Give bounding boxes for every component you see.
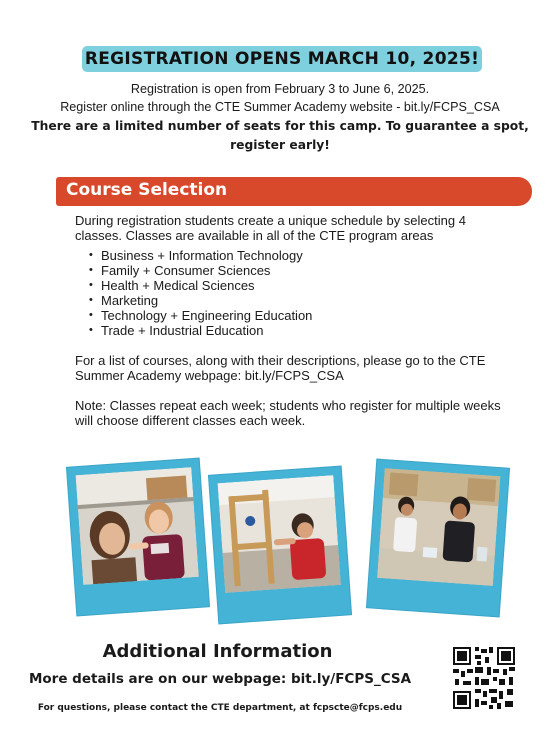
photo-cosmetology: [67, 459, 209, 616]
photo-culinary-image: [377, 468, 500, 586]
course-list-note: For a list of courses, along with their descriptions, please go to the CTE Summer Academy webpage: bit.ly/FCPS_CSA: [75, 353, 486, 383]
program-area-item: • Marketing: [89, 293, 515, 308]
photo-cosmetology-image: [76, 467, 199, 585]
registration-banner: [82, 46, 482, 72]
program-areas-list: [75, 248, 515, 338]
intro-block: [20, 80, 540, 155]
additional-info-title: Additional Information: [102, 641, 333, 662]
program-area-item: • Business + Information Technology: [89, 248, 515, 263]
registration-dates: Registration is open from February 3 to June 6, 2025.: [130, 82, 430, 96]
course-selection-description: During registration students create a unique schedule by selecting 4 classes. Classes are available in all of the CTE program areas: [75, 213, 466, 243]
program-area-item: • Health + Medical Sciences: [89, 278, 515, 293]
register-online-text: Register online through the CTE Summer Academy website - bit.ly/FCPS_CSA: [60, 100, 500, 114]
banner-title: REGISTRATION OPENS MARCH 10, 2025!: [84, 49, 480, 69]
classes-repeat-note: Note: Classes repeat each week; students who register for multiple weeks will choose different classes each week.: [75, 398, 501, 428]
program-area-item: • Family + Consumer Sciences: [89, 263, 515, 278]
contact-info: For questions, please contact the CTE department, at fcpscte@fcps.edu: [37, 703, 403, 713]
photo-engineering-image: [218, 475, 341, 593]
course-selection-body: [75, 213, 515, 428]
webpage-details: More details are on our webpage: bit.ly/FCPS_CSA: [28, 671, 412, 687]
program-area-item: • Technology + Engineering Education: [89, 308, 515, 323]
course-selection-title: Course Selection: [66, 180, 228, 200]
course-selection-header: [56, 177, 532, 206]
limited-seats-notice: There are a limited number of seats for this camp. To guarantee a spot, register early!: [31, 119, 529, 152]
photo-culinary: [367, 460, 509, 617]
photo-engineering: [209, 467, 351, 624]
qr-code-icon[interactable]: [451, 645, 517, 711]
program-area-item: • Trade + Industrial Education: [89, 323, 515, 338]
